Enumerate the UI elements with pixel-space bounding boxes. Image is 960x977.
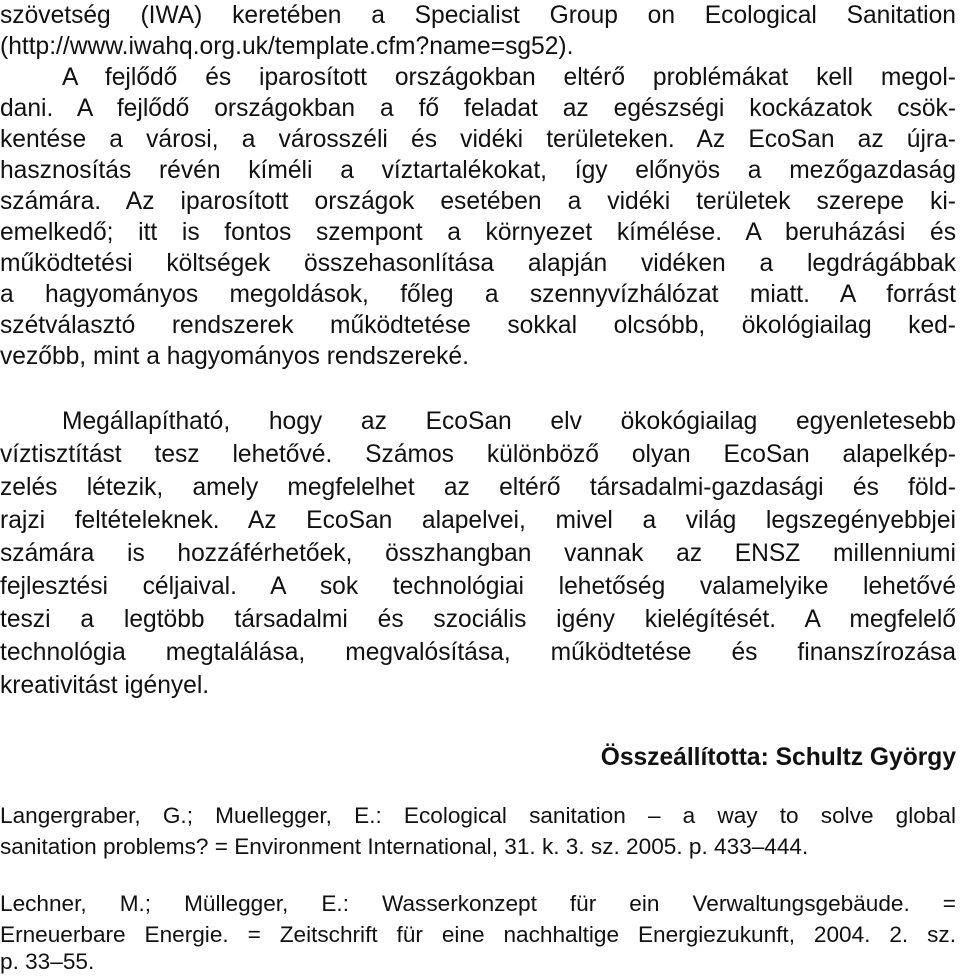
text-line: kentése a városi, a városszéli és vidéki területeken. Az EcoSan az újra-	[0, 126, 956, 153]
text-line: vezőbb, mint a hagyományos rendszereké.	[0, 343, 469, 370]
author-signature: Összeállította: Schultz György	[600, 744, 956, 771]
reference-line: sanitation problems? = Environment International, 31. k. 3. sz. 2005. p. 433–444.	[0, 834, 809, 859]
text-line: számára. Az iparosított országok esetében a vidéki területek szerepe ki-	[0, 188, 956, 215]
text-line: szétválasztó rendszerek működtetése sokkal olcsóbb, ökológiailag ked-	[0, 312, 956, 339]
text-line: víztisztítást tesz lehetővé. Számos különböző olyan EcoSan alapelkép-	[0, 441, 956, 468]
text-line: A fejlődő és iparosított országokban eltérő problémákat kell megol-	[62, 64, 956, 91]
text-line: emelkedő; itt is fontos szempont a környezet kímélése. A beruházási és	[0, 219, 956, 246]
reference-line: p. 33–55.	[0, 949, 95, 974]
reference-line: Langergraber, G.; Muellegger, E.: Ecological sanitation – a way to solve global	[0, 803, 956, 828]
text-line: zelés létezik, amely megfelelhet az eltérő társadalmi-gazdasági és föld-	[0, 474, 956, 501]
reference-line: Erneuerbare Energie. = Zeitschrift für eine nachhaltige Energiezukunft, 2004. 2. sz.	[0, 922, 956, 947]
text-line: technológia megtalálása, megvalósítása, működtetése és finanszírozása	[0, 639, 956, 666]
text-line: dani. A fejlődő országokban a fő feladat az egészségi kockázatok csök-	[0, 95, 956, 122]
text-line: Megállapítható, hogy az EcoSan elv ökokógiailag egyenletesebb	[62, 408, 956, 435]
text-line: számára is hozzáférhetőek, összhangban vannak az ENSZ millenniumi	[0, 540, 956, 567]
text-line: hasznosítás révén kíméli a víztartalékokat, így előnyös a mezőgazdaság	[0, 157, 956, 184]
text-line: teszi a legtöbb társadalmi és szociális igény kielégítését. A megfelelő	[0, 606, 956, 633]
text-line: rajzi feltételeknek. Az EcoSan alapelvei, mivel a világ legszegényebbjei	[0, 507, 956, 534]
text-line: fejlesztési céljaival. A sok technológiai lehetőség valamelyike lehetővé	[0, 573, 956, 600]
text-line: szövetség (IWA) keretében a Specialist Group on Ecological Sanitation	[0, 2, 956, 29]
text-line: működtetési költségek összehasonlítása alapján vidéken a legdrágábbak	[0, 250, 956, 277]
text-line: (http://www.iwahq.org.uk/template.cfm?name=sg52).	[0, 33, 574, 60]
text-line: a hagyományos megoldások, főleg a szennyvízhálózat miatt. A forrást	[0, 281, 956, 308]
reference-line: Lechner, M.; Müllegger, E.: Wasserkonzept für ein Verwaltungsgebäude. =	[0, 891, 956, 916]
text-line: kreativitást igényel.	[0, 672, 210, 699]
